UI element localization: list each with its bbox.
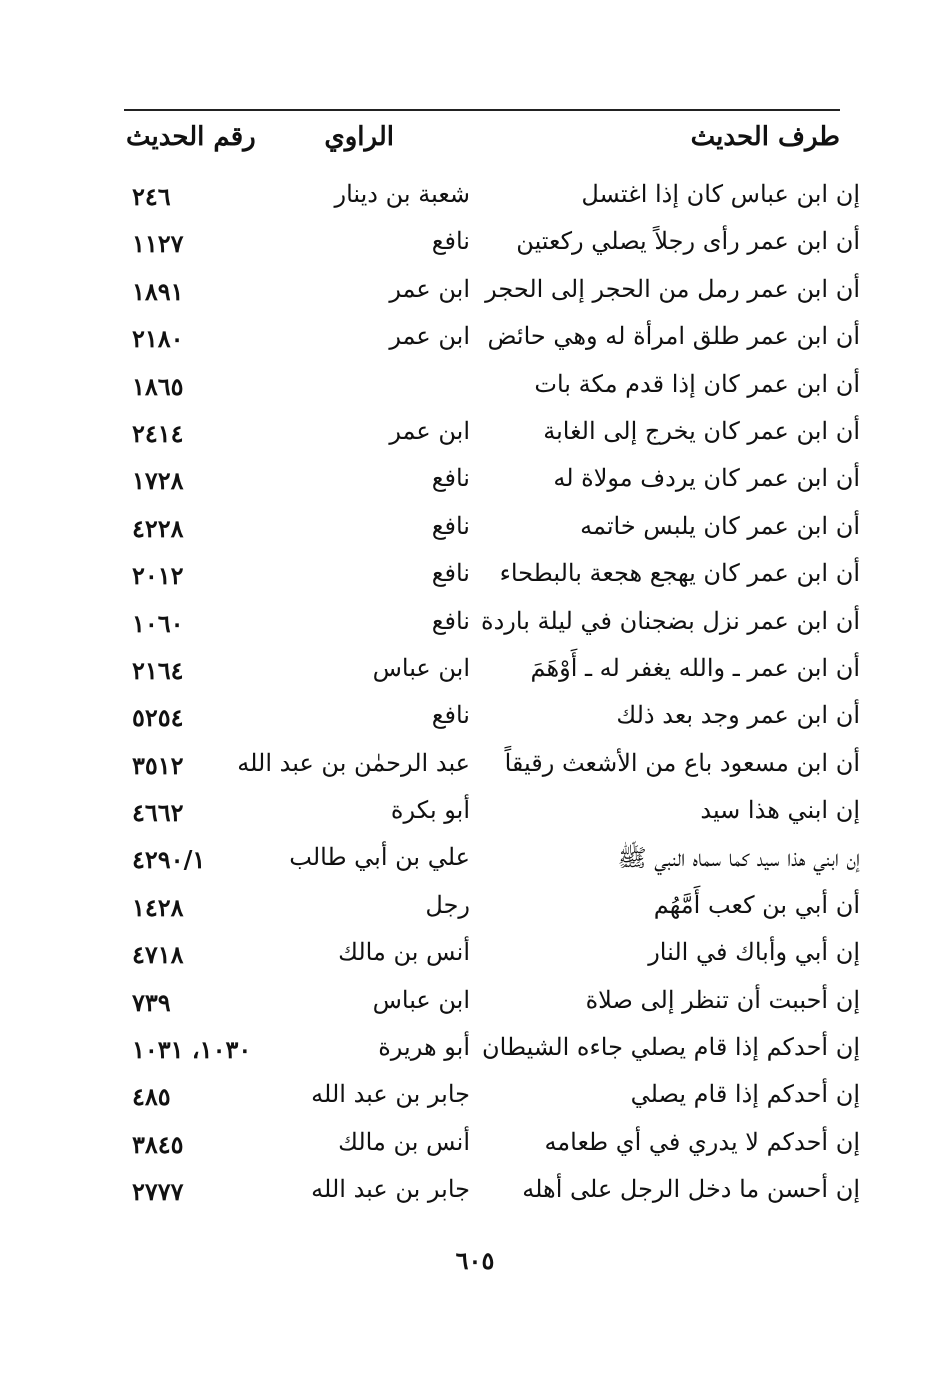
hadith-number: ٢٠١٢ bbox=[132, 561, 184, 591]
table-row bbox=[124, 887, 860, 934]
page-number: ٦٠٥ bbox=[455, 1246, 495, 1275]
table-row bbox=[124, 271, 860, 318]
table-row bbox=[124, 318, 860, 365]
hadith-text: أن ابن عمر كان يهجع هجعة بالبطحاء bbox=[499, 559, 860, 588]
hadith-number: ٤٨٥ bbox=[132, 1082, 171, 1112]
narrator-name: رجل bbox=[425, 890, 470, 919]
hadith-number: ٣٥١٢ bbox=[132, 750, 184, 780]
hadith-text: أن ابن عمر كان يلبس خاتمه bbox=[580, 511, 860, 540]
hadith-text: أن ابن عمر كان إذا قدم مكة بات bbox=[534, 369, 860, 398]
hadith-text: إن أحدكم إذا قام يصلي جاءه الشيطان bbox=[482, 1033, 860, 1062]
narrator-name: أنس بن مالك bbox=[338, 1127, 470, 1156]
hadith-text: أن ابن عمر نزل بضجنان في ليلة باردة bbox=[481, 606, 860, 635]
hadith-number: ٤٢٢٨ bbox=[132, 513, 184, 543]
narrator-name: أنس بن مالك bbox=[338, 938, 470, 967]
narrator-name: نافع bbox=[431, 227, 470, 256]
narrator-name: ابن عمر bbox=[389, 322, 470, 351]
hadith-number: ١٠٣٠، ١٠٣١ bbox=[132, 1035, 252, 1065]
hadith-number: ١٨٦٥ bbox=[132, 371, 184, 401]
table-row bbox=[124, 1076, 860, 1123]
narrator-name: علي بن أبي طالب bbox=[289, 843, 470, 872]
header-hadith-text: طرف الحديث bbox=[690, 122, 840, 152]
table-row bbox=[124, 1171, 860, 1218]
hadith-text: إن أبي وأباك في النار bbox=[648, 938, 860, 967]
table-row bbox=[124, 1029, 860, 1076]
narrator-name: ابن عباس bbox=[372, 985, 470, 1014]
hadith-number: ٢١٨٠ bbox=[132, 324, 184, 354]
narrator-name: جابر بن عبد الله bbox=[311, 1080, 470, 1109]
narrator-name: نافع bbox=[431, 511, 470, 540]
hadith-text: أن ابن عمر كان يخرج إلى الغابة bbox=[543, 416, 860, 445]
index-table bbox=[124, 176, 860, 1219]
narrator-name: جابر بن عبد الله bbox=[311, 1175, 470, 1204]
table-row bbox=[124, 982, 860, 1029]
narrator-name: ابن عمر bbox=[389, 274, 470, 303]
narrator-name: نافع bbox=[431, 606, 470, 635]
hadith-text: أن ابن عمر طلق امرأة له وهي حائض bbox=[487, 322, 860, 351]
hadith-number: ٢٧٧٧ bbox=[132, 1177, 184, 1207]
table-row bbox=[124, 697, 860, 744]
table-row bbox=[124, 792, 860, 839]
table-row bbox=[124, 934, 860, 981]
hadith-text: أن ابن عمر ـ والله يغفر له ـ أَوْهَمَ bbox=[530, 653, 860, 682]
narrator-name: عبد الرحمٰن بن عبد الله bbox=[237, 748, 470, 777]
hadith-number: ١٤٢٨ bbox=[132, 892, 184, 922]
table-row bbox=[124, 555, 860, 602]
table-row bbox=[124, 413, 860, 460]
narrator-name: نافع bbox=[431, 464, 470, 493]
hadith-text: أن ابن عمر وجد بعد ذلك bbox=[616, 701, 860, 730]
hadith-text: أن ابن مسعود باع من الأشعث رقيقاً bbox=[504, 748, 860, 777]
hadith-text: إن أحدكم إذا قام يصلي bbox=[630, 1080, 860, 1109]
table-row bbox=[124, 650, 860, 697]
hadith-text: إن ابن عباس كان إذا اغتسل bbox=[581, 180, 860, 208]
table-row bbox=[124, 745, 860, 792]
hadith-number: ٢٤٦ bbox=[132, 182, 171, 211]
table-row bbox=[124, 1124, 860, 1171]
hadith-number: ٥٢٥٤ bbox=[132, 703, 184, 733]
hadith-number: ٤٦٦٢ bbox=[132, 798, 184, 828]
table-header bbox=[124, 118, 840, 166]
hadith-number: ٤٢٩٠/١ bbox=[132, 845, 206, 875]
narrator-name: ابن عباس bbox=[372, 653, 470, 682]
hadith-number: ٢١٦٤ bbox=[132, 655, 184, 685]
narrator-name: أبو بكرة bbox=[390, 796, 470, 825]
narrator-name: شعبة بن دينار bbox=[334, 180, 470, 208]
hadith-number: ٤٧١٨ bbox=[132, 940, 184, 970]
hadith-text: أن ابن عمر كان يردف مولاة له bbox=[553, 464, 860, 493]
hadith-number: ١٧٢٨ bbox=[132, 466, 184, 496]
table-row bbox=[124, 223, 860, 270]
top-rule bbox=[124, 109, 840, 111]
hadith-text: إن أحدكم لا يدري في أي طعامه bbox=[544, 1127, 860, 1156]
hadith-number: ٣٨٤٥ bbox=[132, 1129, 184, 1159]
table-row bbox=[124, 839, 860, 886]
narrator-name: نافع bbox=[431, 701, 470, 730]
table-row bbox=[124, 508, 860, 555]
hadith-number: ١٨٩١ bbox=[132, 276, 184, 306]
hadith-number: ٧٣٩ bbox=[132, 987, 171, 1017]
hadith-text: أن أبي بن كعب أَمَّهُم bbox=[653, 890, 860, 919]
hadith-number: ١٠٦٠ bbox=[132, 608, 184, 638]
table-row bbox=[124, 603, 860, 650]
narrator-name: ابن عمر bbox=[389, 416, 470, 445]
table-row bbox=[124, 176, 860, 223]
header-narrator: الراوي bbox=[324, 122, 394, 152]
table-row bbox=[124, 460, 860, 507]
header-hadith-number: رقم الحديث bbox=[126, 122, 256, 152]
narrator-name: نافع bbox=[431, 559, 470, 588]
hadith-text: إن أحسن ما دخل الرجل على أهله bbox=[522, 1175, 860, 1204]
hadith-number: ١١٢٧ bbox=[132, 229, 184, 259]
hadith-text: إن ابني هذا سيد كما سماه النبي ﷺ bbox=[617, 844, 860, 873]
hadith-number: ٢٤١٤ bbox=[132, 418, 184, 448]
hadith-text: أن ابن عمر رأى رجلاً يصلي ركعتين bbox=[516, 227, 860, 256]
hadith-text: إن ابني هذا سيد bbox=[700, 796, 860, 825]
hadith-text: إن أحببت أن تنظر إلى صلاة bbox=[585, 985, 860, 1014]
hadith-text: أن ابن عمر رمل من الحجر إلى الحجر bbox=[485, 274, 860, 303]
table-row bbox=[124, 366, 860, 413]
narrator-name: أبو هريرة bbox=[378, 1033, 470, 1062]
